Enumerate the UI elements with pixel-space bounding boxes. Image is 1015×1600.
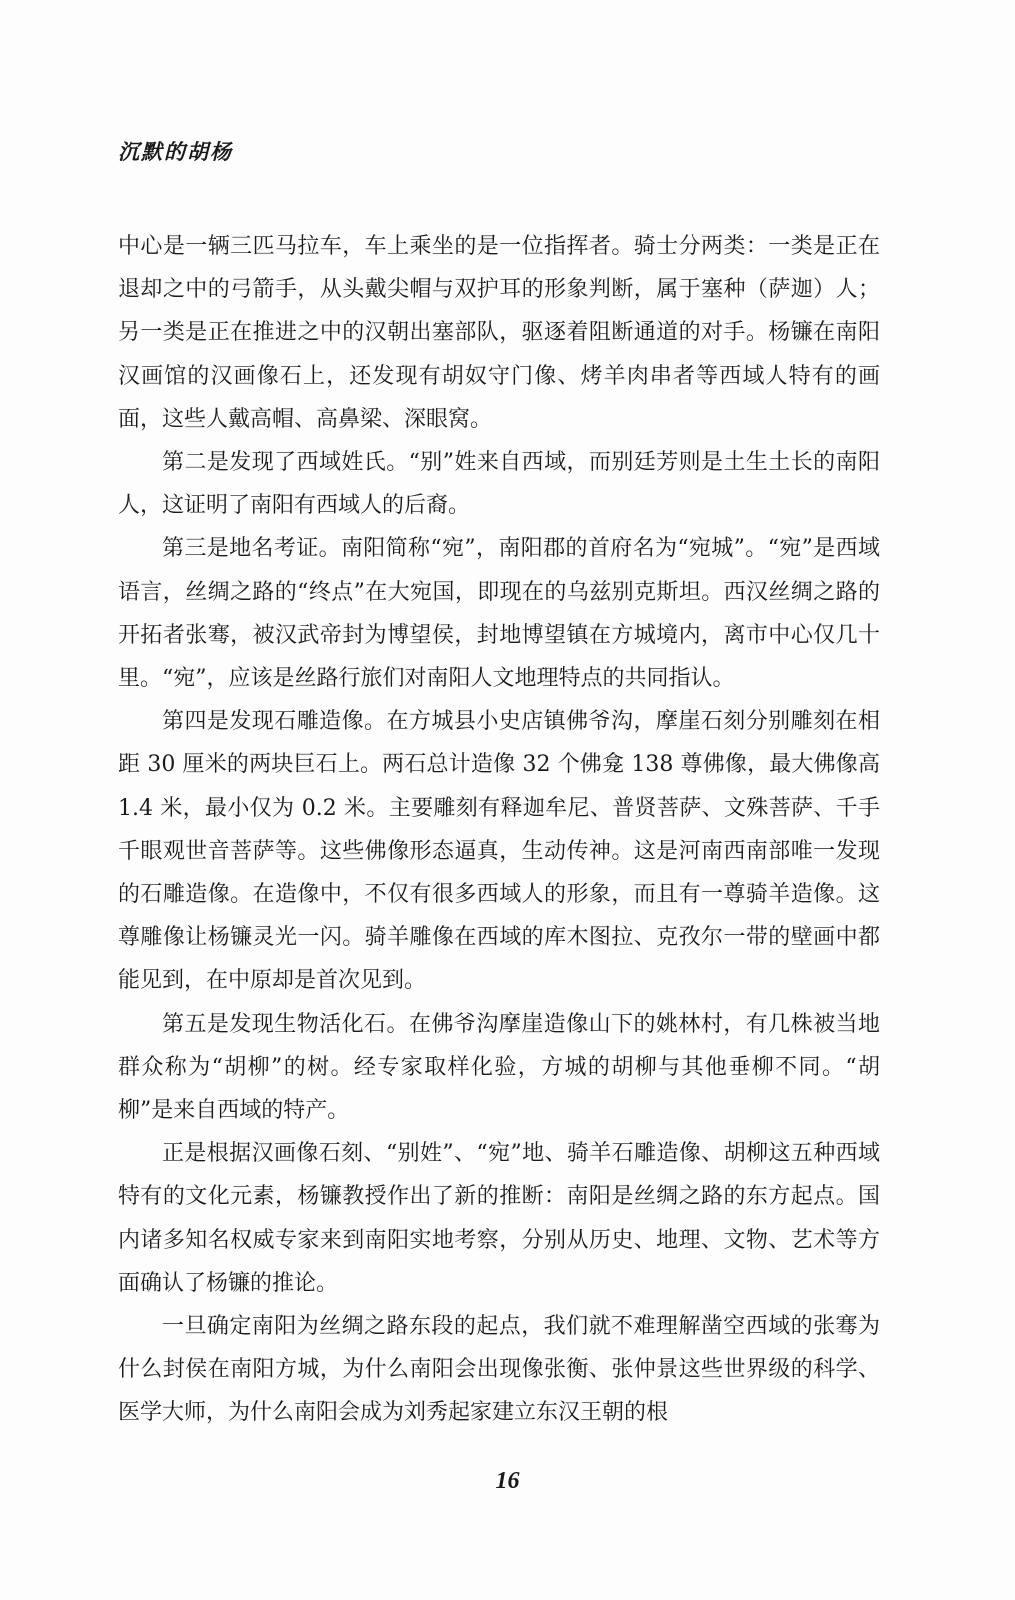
paragraph-7: 一旦确定南阳为丝绸之路东段的起点，我们就不难理解凿空西域的张骞为什么封侯在南阳方城，为什么南阳会出现像张衡、张仲景这些世界级的科学、医学大师，为什么南阳会成为刘秀起家建立东汉王朝的根 <box>118 1314 880 1426</box>
page-number: 16 <box>495 1468 520 1494</box>
paragraph-5: 第五是发现生物活化石。在佛爷沟摩崖造像山下的姚林村，有几株被当地群众称为“胡柳”的树。经专家取样化验，方城的胡柳与其他垂柳不同。“胡柳”是来自西域的特产。 <box>118 1011 880 1124</box>
body-text <box>118 225 880 1435</box>
paragraph-3: 第三是地名考证。南阳简称“宛”，南阳郡的首府名为“宛城”。“宛”是西域语言，丝绸之路的“终点”在大宛国，即现在的乌兹别克斯坦。西汉丝绸之路的开拓者张骞，被汉武帝封为博望侯，封地博望镇在方城境内，离市中心仅几十里。“宛”，应该是丝路行旅们对南阳人文地理特点的共同指认。 <box>118 536 880 692</box>
paragraph-2: 第二是发现了西域姓氏。“别”姓来自西域，而别廷芳则是土生土长的南阳人，这证明了南阳有西域人的后裔。 <box>118 450 880 519</box>
paragraph-4: 第四是发现石雕造像。在方城县小史店镇佛爷沟，摩崖石刻分别雕刻在相距 30 厘米的两块巨石上。两石总计造像 32 个佛龛 138 尊佛像，最大佛像高 1.4 米，最小仅为 0.2 米。主要雕刻有释迦牟尼、普贤菩萨、文殊菩萨、千手千眼观世音菩萨等。这些佛像形态逼真，生动传神。这是河南西南部唯一发现的石雕造像。在造像中，不仅有很多西域人的形象，而且有一尊骑羊造像。这尊雕像让杨镰灵光一闪。骑羊雕像在西域的库木图拉、克孜尔一带的壁画中都能见到，在中原却是首次见到。 <box>118 709 880 994</box>
running-header: 沉默的胡杨 <box>118 139 233 164</box>
paragraph-1: 中心是一辆三匹马拉车，车上乘坐的是一位指挥者。骑士分两类：一类是正在退却之中的弓箭手，从头戴尖帽与双护耳的形象判断，属于塞种（萨迦）人；另一类是正在推进之中的汉朝出塞部队，驱逐着阻断通道的对手。杨镰在南阳汉画馆的汉画像石上，还发现有胡奴守门像、烤羊肉串者等西域人特有的画面，这些人戴高帽、高鼻梁、深眼窝。 <box>118 234 880 432</box>
paragraph-6: 正是根据汉画像石刻、“别姓”、“宛”地、骑羊石雕造像、胡柳这五种西域特有的文化元素，杨镰教授作出了新的推断：南阳是丝绸之路的东方起点。国内诸多知名权威专家来到南阳实地考察，分别从历史、地理、文物、艺术等方面确认了杨镰的推论。 <box>118 1141 880 1296</box>
